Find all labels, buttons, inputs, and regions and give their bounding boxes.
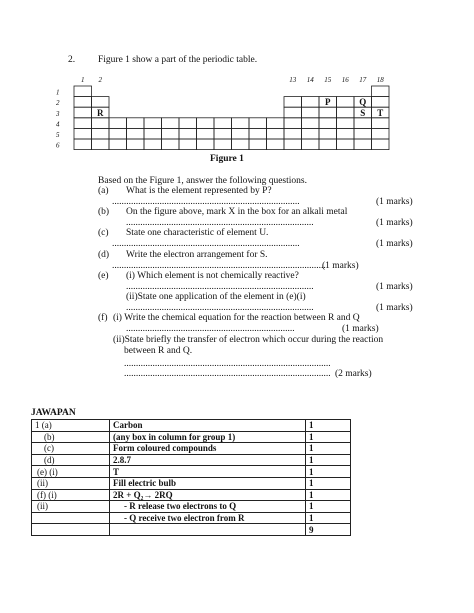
periodic-cell[interactable] xyxy=(162,128,180,139)
part-f-ii-answer-line-2[interactable]: ....................................................................................... xyxy=(124,369,331,379)
periodic-cell[interactable] xyxy=(284,118,302,129)
periodic-cell[interactable] xyxy=(267,139,285,150)
periodic-cell[interactable] xyxy=(354,118,372,129)
part-a-label: (a) xyxy=(98,186,109,196)
periodic-cell[interactable] xyxy=(109,139,127,150)
periodic-cell[interactable] xyxy=(74,139,92,150)
answer-mark-cell: 1 xyxy=(306,501,351,513)
group-label: 17 xyxy=(359,76,367,84)
part-d-answer-line[interactable]: .......................................................................................... xyxy=(112,261,326,271)
periodic-cell[interactable] xyxy=(232,139,250,150)
answer-text-cell: Form coloured compounds xyxy=(110,443,306,455)
answer-mark-cell: 1 xyxy=(306,454,351,466)
periodic-cell[interactable] xyxy=(92,118,110,129)
periodic-cell[interactable] xyxy=(162,139,180,150)
periodic-cell[interactable] xyxy=(319,118,337,129)
part-e-i-text: (i) Which element is not chemically reactive? xyxy=(126,271,299,281)
periodic-cell[interactable] xyxy=(197,139,215,150)
answer-mark-cell: 9 xyxy=(306,524,351,536)
answer-text-cell xyxy=(110,524,306,536)
periodic-cell[interactable] xyxy=(232,118,250,129)
period-label: 6 xyxy=(56,141,60,150)
part-a-text: What is the element represented by P? xyxy=(126,186,272,196)
periodic-cell[interactable] xyxy=(337,118,355,129)
answer-question-cell: (ii) xyxy=(32,477,110,489)
answer-row xyxy=(32,489,351,501)
periodic-cell[interactable] xyxy=(302,107,320,118)
periodic-cell[interactable] xyxy=(214,118,232,129)
periodic-cell[interactable] xyxy=(372,128,390,139)
periodic-cell[interactable] xyxy=(214,128,232,139)
part-e-i-marks: (1 marks) xyxy=(376,282,413,292)
periodic-cell[interactable] xyxy=(372,97,390,108)
periodic-cell[interactable] xyxy=(127,139,145,150)
figure-caption: Figure 1 xyxy=(210,154,244,164)
part-f-i-text: (i) Write the chemical equation for the reaction between R and Q xyxy=(113,313,360,323)
answer-text-cell: - R release two electrons to Q xyxy=(110,501,306,513)
answer-text-cell: - Q receive two electron from R xyxy=(110,512,306,524)
periodic-cell[interactable] xyxy=(249,118,267,129)
periodic-cell[interactable] xyxy=(74,118,92,129)
answer-question-cell: (ii) xyxy=(32,501,110,513)
answer-row xyxy=(32,420,351,432)
questions-prompt: Based on the Figure 1, answer the following questions. xyxy=(98,176,307,186)
periodic-cell[interactable] xyxy=(74,128,92,139)
answer-text-cell: Carbon xyxy=(110,420,306,432)
part-f-i-marks: (1 marks) xyxy=(342,324,379,334)
answer-mark-cell: 1 xyxy=(306,443,351,455)
periodic-cell[interactable] xyxy=(214,139,232,150)
periodic-cell[interactable] xyxy=(319,107,337,118)
group-label: 2 xyxy=(98,76,102,84)
part-f-ii-answer-line-1[interactable]: ....................................................................................... xyxy=(124,359,331,369)
periodic-cell[interactable] xyxy=(92,128,110,139)
periodic-cell[interactable] xyxy=(179,128,197,139)
periodic-cell[interactable] xyxy=(337,128,355,139)
periodic-cell[interactable] xyxy=(127,118,145,129)
periodic-cell[interactable] xyxy=(197,128,215,139)
part-e-ii-text: (ii)State one application of the element in (e)(i) xyxy=(126,292,306,302)
part-d-marks: (1 marks) xyxy=(322,261,359,271)
part-a-marks: (1 marks) xyxy=(376,197,413,207)
answer-question-cell xyxy=(32,512,110,524)
periodic-cell[interactable] xyxy=(302,97,320,108)
periodic-cell[interactable] xyxy=(284,97,302,108)
answer-table xyxy=(31,419,351,536)
periodic-cell[interactable] xyxy=(162,118,180,129)
part-a-answer-line[interactable]: ............................................................................... xyxy=(112,197,300,207)
answer-text-cell: 2R + Q₂→ 2RQ xyxy=(110,489,306,501)
group-label: 18 xyxy=(376,76,384,84)
answer-row xyxy=(32,477,351,489)
group-label: 13 xyxy=(289,76,297,84)
answer-row xyxy=(32,466,351,478)
periodic-cell[interactable] xyxy=(144,139,162,150)
periodic-cell[interactable] xyxy=(302,139,320,150)
answer-row xyxy=(32,431,351,443)
period-label: 2 xyxy=(56,99,60,108)
periodic-cell[interactable] xyxy=(284,128,302,139)
answer-mark-cell: 1 xyxy=(306,431,351,443)
periodic-cell[interactable] xyxy=(319,128,337,139)
group-label: 15 xyxy=(324,76,332,84)
element-s: S xyxy=(360,107,366,118)
periodic-cell[interactable] xyxy=(337,97,355,108)
periodic-cell[interactable] xyxy=(354,139,372,150)
answer-row xyxy=(32,501,351,513)
element-p: P xyxy=(325,97,331,108)
part-b-answer-line[interactable]: ............................................................................... xyxy=(126,218,314,228)
answer-text-cell: (any box in column for group 1) xyxy=(110,431,306,443)
periodic-cell[interactable] xyxy=(267,128,285,139)
answer-question-cell: (f) (i) xyxy=(32,489,110,501)
periodic-cell[interactable] xyxy=(127,128,145,139)
periodic-cell[interactable] xyxy=(249,128,267,139)
answer-question-cell: (c) xyxy=(32,443,110,455)
part-f-i-answer-line[interactable]: ....................................................................... xyxy=(126,324,295,334)
answer-row xyxy=(32,512,351,524)
part-f-label: (f) xyxy=(98,313,108,323)
periodic-cell[interactable] xyxy=(249,139,267,150)
part-d-text: Write the electron arrangement for S. xyxy=(126,250,268,260)
period-label: 5 xyxy=(56,131,60,139)
periodic-cell[interactable] xyxy=(179,118,197,129)
element-q: Q xyxy=(359,97,367,108)
question-number: 2. xyxy=(68,55,76,65)
periodic-cell[interactable] xyxy=(337,139,355,150)
periodic-cell[interactable] xyxy=(354,128,372,139)
answer-question-cell: (e) (i) xyxy=(32,466,110,478)
periodic-cell[interactable] xyxy=(372,86,390,97)
part-b-marks: (1 marks) xyxy=(376,218,413,228)
part-e-i-answer-line[interactable]: ............................................................................... xyxy=(126,282,314,292)
part-f-ii-text: (ii)State briefly the transfer of electron which occur during the reaction xyxy=(113,335,384,345)
answer-mark-cell: 1 xyxy=(306,420,351,432)
answer-question-cell: (b) xyxy=(32,431,110,443)
group-label: 1 xyxy=(81,76,85,84)
part-b-label: (b) xyxy=(98,207,110,217)
periodic-cell[interactable] xyxy=(319,139,337,150)
periodic-cell[interactable] xyxy=(92,139,110,150)
answer-row xyxy=(32,454,351,466)
part-d-label: (d) xyxy=(98,250,110,260)
answer-question-cell: (d) xyxy=(32,454,110,466)
answer-row xyxy=(32,443,351,455)
answer-text-cell: T xyxy=(110,466,306,478)
periodic-cell[interactable] xyxy=(372,118,390,129)
periodic-cell[interactable] xyxy=(109,128,127,139)
group-label: 16 xyxy=(341,76,349,84)
part-f-ii-text-cont: between R and Q. xyxy=(124,346,193,356)
answers-heading: JAWAPAN xyxy=(31,408,76,418)
question-intro: Figure 1 show a part of the periodic table. xyxy=(98,55,258,65)
answer-mark-cell: 1 xyxy=(306,489,351,501)
periodic-cell[interactable] xyxy=(109,118,127,129)
periodic-cell[interactable] xyxy=(284,107,302,118)
periodic-cell[interactable] xyxy=(144,118,162,129)
answer-text-cell: Fill electric bulb xyxy=(110,477,306,489)
part-c-marks: (1 marks) xyxy=(376,239,413,249)
answer-question-cell xyxy=(32,524,110,536)
periodic-cell[interactable] xyxy=(74,97,92,108)
periodic-cell[interactable] xyxy=(179,139,197,150)
part-c-answer-line[interactable]: ............................................................................... xyxy=(112,239,300,249)
periodic-cell[interactable] xyxy=(74,107,92,118)
periodic-cell[interactable] xyxy=(144,128,162,139)
periodic-cell[interactable] xyxy=(197,118,215,129)
answer-text-cell: 2.8.7 xyxy=(110,454,306,466)
part-c-text: State one characteristic of element U. xyxy=(126,228,269,238)
periodic-cell[interactable] xyxy=(74,86,92,97)
part-e-ii-marks: (1 marks) xyxy=(376,303,413,313)
answer-question-cell: 1 (a) xyxy=(32,420,110,432)
part-c-label: (c) xyxy=(98,228,109,238)
periodic-cell[interactable] xyxy=(372,139,390,150)
periodic-table-figure xyxy=(0,0,474,170)
periodic-cell[interactable] xyxy=(337,107,355,118)
answer-mark-cell: 1 xyxy=(306,477,351,489)
period-label: 3 xyxy=(56,109,60,118)
part-b-text: On the figure above, mark X in the box for an alkali metal xyxy=(126,207,348,217)
periodic-cell[interactable] xyxy=(302,128,320,139)
periodic-cell[interactable] xyxy=(284,139,302,150)
answer-mark-cell: 1 xyxy=(306,466,351,478)
group-label: 14 xyxy=(306,76,314,84)
element-t: T xyxy=(377,107,384,118)
element-r: R xyxy=(97,107,104,118)
part-f-ii-marks: (2 marks) xyxy=(335,369,372,379)
answer-mark-cell: 1 xyxy=(306,512,351,524)
part-e-label: (e) xyxy=(98,271,109,281)
periodic-cell[interactable] xyxy=(92,97,110,108)
answer-row xyxy=(32,524,351,536)
periodic-cell[interactable] xyxy=(302,118,320,129)
period-label: 4 xyxy=(56,120,60,129)
periodic-cell[interactable] xyxy=(232,128,250,139)
part-e-ii-answer-line[interactable]: ............................................................................... xyxy=(126,303,314,313)
period-label: 1 xyxy=(56,88,60,97)
periodic-cell[interactable] xyxy=(267,118,285,129)
